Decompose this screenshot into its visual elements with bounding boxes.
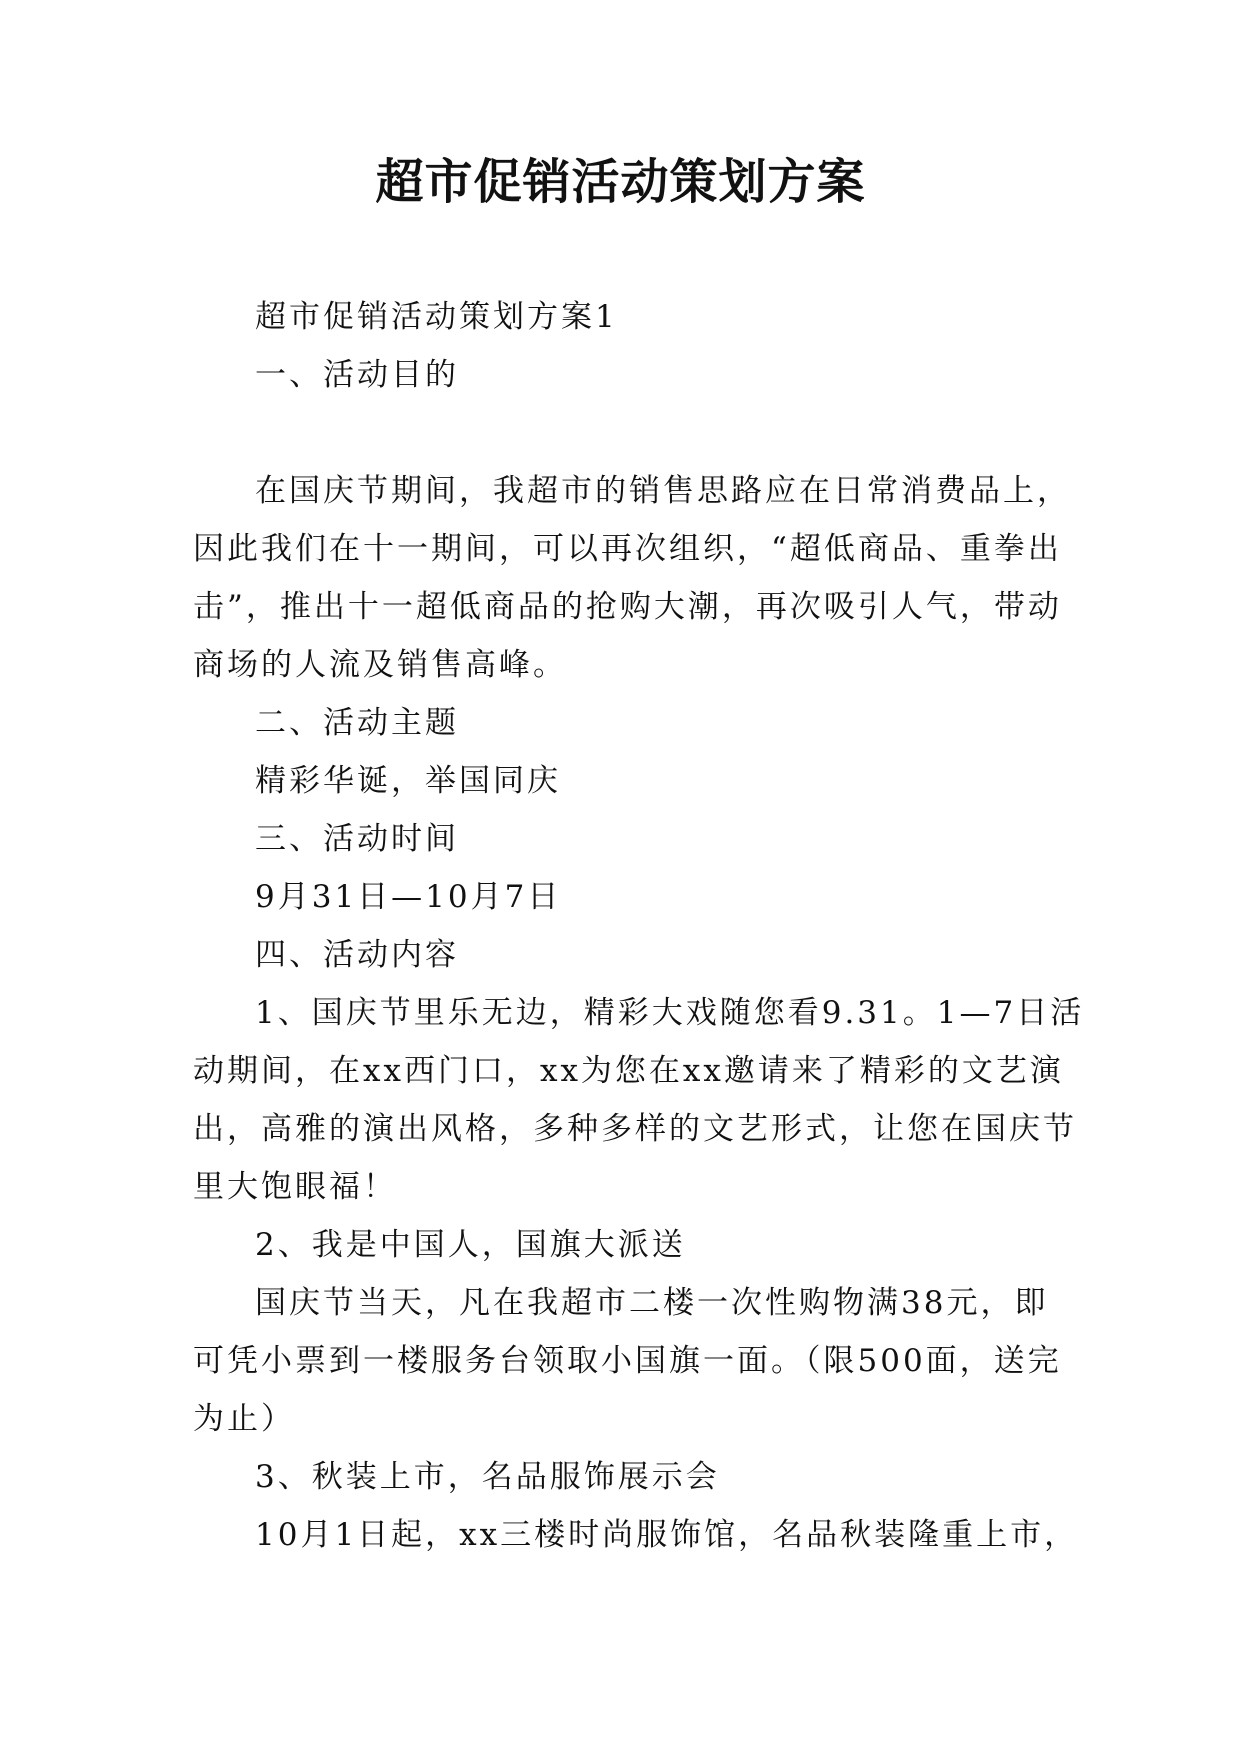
paragraph-purpose — [193, 462, 1071, 694]
text-line: 国庆节当天，凡在我超市二楼一次性购物满38元，即 — [255, 1285, 1049, 1321]
theme-text: 精彩华诞，举国同庆 — [255, 763, 561, 799]
time-text: 9月31日—10月7日 — [255, 879, 562, 915]
text-line: 因此我们在十一期间，可以再次组织，“超低商品、重拳出 — [193, 531, 1062, 567]
section-heading-content: 四、活动内容 — [255, 937, 459, 973]
paragraph-item-3: 10月1日起，xx三楼时尚服饰馆，名品秋装隆重上市， — [255, 1517, 1079, 1553]
paragraph-item-1 — [193, 984, 1085, 1216]
section-heading-theme: 二、活动主题 — [255, 705, 459, 741]
text-line: 里大饱眼福！ — [193, 1169, 397, 1205]
text-line: 为止） — [193, 1401, 295, 1437]
text-line: 商场的人流及销售高峰。 — [193, 647, 567, 683]
item-2-heading: 2、我是中国人，国旗大派送 — [255, 1227, 686, 1263]
text-line: 1、国庆节里乐无边，精彩大戏随您看9.31。1—7日活 — [255, 995, 1085, 1031]
plan-heading: 超市促销活动策划方案1 — [255, 299, 618, 335]
text-line: 击”，推出十一超低商品的抢购大潮，再次吸引人气，带动 — [193, 589, 1062, 625]
paragraph-item-2 — [193, 1274, 1062, 1448]
section-heading-purpose: 一、活动目的 — [255, 357, 459, 393]
text-line: 在国庆节期间，我超市的销售思路应在日常消费品上， — [255, 473, 1071, 509]
text-line: 动期间，在xx西门口，xx为您在xx邀请来了精彩的文艺演 — [193, 1053, 1064, 1089]
item-3-heading: 3、秋装上市，名品服饰展示会 — [255, 1459, 720, 1495]
blank-line — [193, 404, 1053, 462]
text-line: 出，高雅的演出风格，多种多样的文艺形式，让您在国庆节 — [193, 1111, 1077, 1147]
document-body — [193, 288, 1085, 1564]
section-heading-time: 三、活动时间 — [255, 821, 459, 857]
text-line: 可凭小票到一楼服务台领取小国旗一面。（限500面，送完 — [193, 1343, 1062, 1379]
document-title: 超市促销活动策划方案 — [375, 154, 866, 210]
